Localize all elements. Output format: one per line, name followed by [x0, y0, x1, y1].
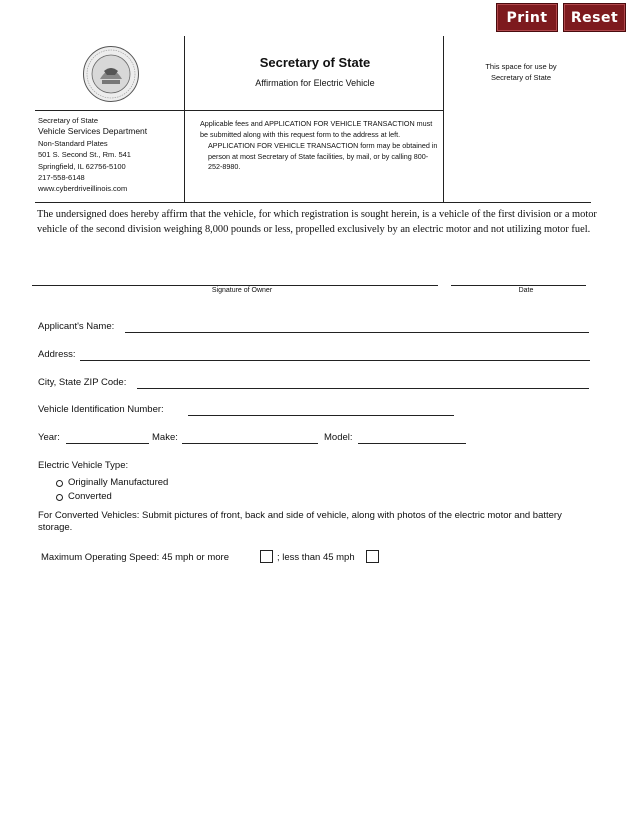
header-divider-left	[184, 36, 185, 203]
mailing-address	[38, 115, 183, 195]
fee-instructions	[200, 119, 442, 173]
address-line: Springfield, IL 62756-5100	[38, 161, 126, 171]
form-title: Secretary of State	[259, 55, 371, 70]
fee-paragraph-2: APPLICATION FOR VEHICLE TRANSACTION form may be obtained in person at most Secretary of State facilities, by mail, or by calling 800-252-8980.	[208, 141, 438, 172]
date-field[interactable]	[451, 285, 586, 286]
form-subtitle: Affirmation for Electric Vehicle	[255, 78, 375, 88]
address-label: Address:	[38, 349, 76, 360]
year-input[interactable]	[66, 443, 149, 444]
signature-label: Signature of Owner	[211, 287, 273, 294]
owner-signature-field[interactable]	[32, 285, 438, 286]
address-line: 501 S. Second St., Rm. 541	[38, 150, 131, 160]
model-input[interactable]	[358, 443, 466, 444]
address-line: Vehicle Services Department	[38, 126, 148, 137]
year-label: Year:	[38, 432, 60, 443]
originally-manufactured-radio[interactable]	[56, 480, 63, 487]
make-label: Make:	[152, 432, 178, 443]
speed-less-than-45-label: ; less than 45 mph	[277, 552, 355, 563]
applicant-name-label: Applicant's Name:	[38, 321, 115, 332]
date-label: Date	[518, 287, 534, 294]
header-mid-rule	[35, 110, 444, 111]
city-state-zip-input[interactable]	[137, 388, 589, 389]
applicant-name-input[interactable]	[125, 332, 589, 333]
affirmation-statement: The undersigned does hereby affirm that the vehicle, for which registration is sought herein, is a vehicle of the first division or a motor vehicle of the second division weighing 8,000 pounds or less, propelled exclusively by an electric motor and not utilizing motor fuel.	[37, 209, 597, 235]
converted-label: Converted	[68, 491, 112, 502]
converted-radio[interactable]	[56, 494, 63, 501]
make-input[interactable]	[182, 443, 318, 444]
address-line: Non-Standard Plates	[38, 138, 108, 148]
max-speed-label: Maximum Operating Speed: 45 mph or more	[41, 552, 229, 563]
fee-paragraph-1: Applicable fees and APPLICATION FOR VEHICLE TRANSACTION must be submitted along with this request form to the address at left.	[200, 119, 433, 139]
vin-label: Vehicle Identification Number:	[38, 404, 164, 415]
vin-input[interactable]	[188, 415, 454, 416]
originally-manufactured-label: Originally Manufactured	[68, 477, 169, 488]
office-use-line-1: This space for use by	[485, 62, 557, 71]
address-line: Secretary of State	[38, 116, 99, 125]
office-use-line-2: Secretary of State	[490, 73, 552, 82]
converted-vehicle-note: For Converted Vehicles: Submit pictures of front, back and side of vehicle, along with photos of the electric motor and battery storage.	[38, 510, 562, 533]
address-line: 217-558-6148	[38, 173, 85, 183]
header-bottom-rule	[35, 202, 591, 203]
address-input[interactable]	[80, 360, 590, 361]
print-button[interactable]: Print	[496, 3, 558, 32]
city-state-zip-label: City, State ZIP Code:	[38, 377, 127, 388]
office-use-note	[462, 61, 580, 83]
speed-less-than-45-checkbox[interactable]	[366, 550, 379, 563]
ev-type-label: Electric Vehicle Type:	[38, 460, 129, 471]
reset-button[interactable]: Reset	[563, 3, 626, 32]
address-line: www.cyberdriveillinois.com	[38, 184, 128, 194]
model-label: Model:	[324, 432, 353, 443]
speed-45-or-more-checkbox[interactable]	[260, 550, 273, 563]
state-seal-icon	[82, 45, 140, 108]
